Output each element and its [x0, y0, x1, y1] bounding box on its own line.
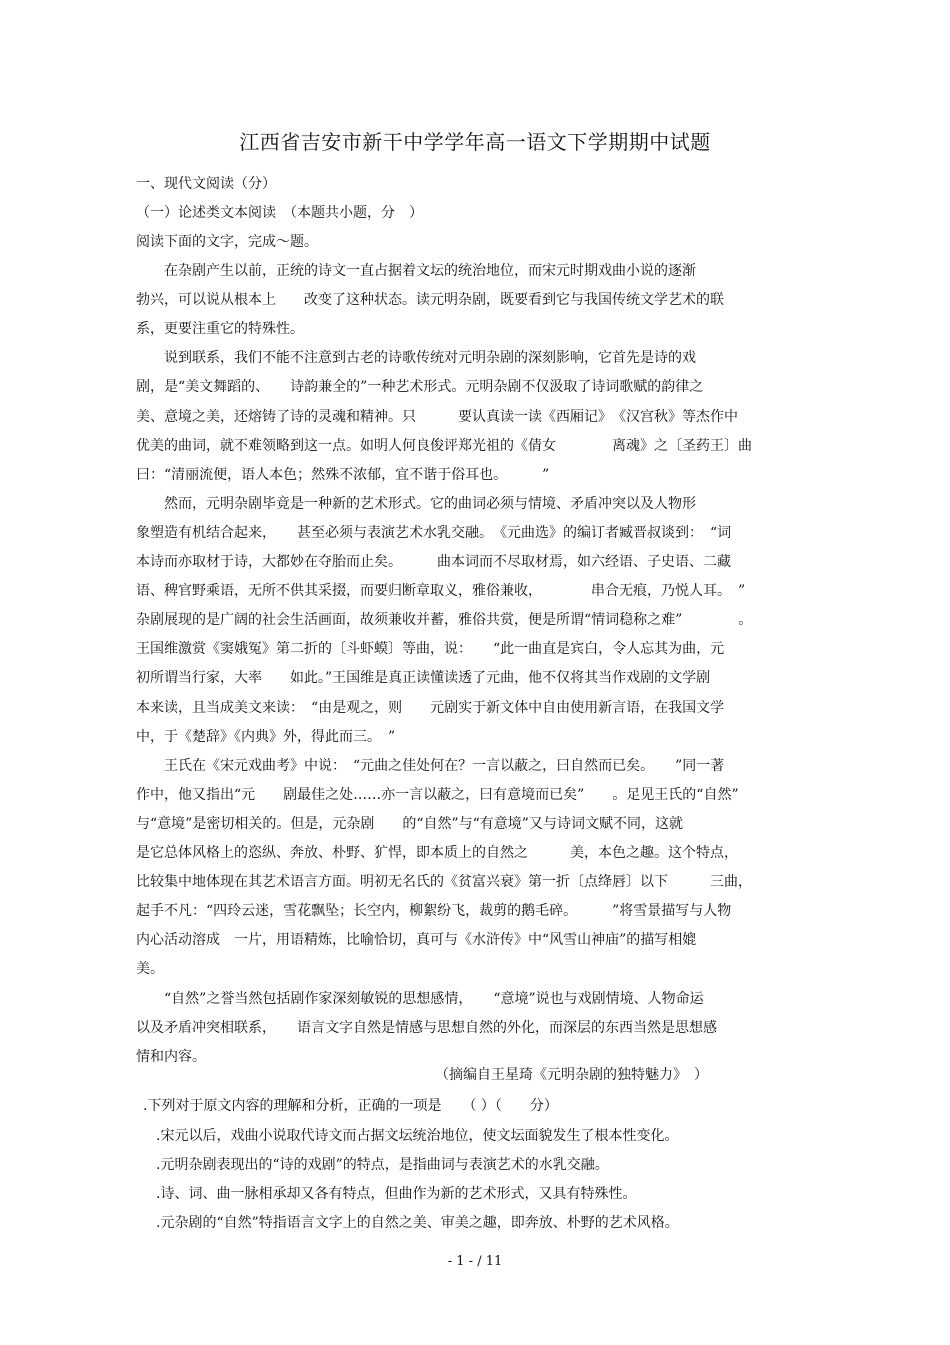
- subsection-heading: （一）论述类文本阅读 （本题共小题，分 ）: [136, 205, 423, 221]
- passage-line: 剧，是“美文舞蹈的、 诗韵兼全的”一种艺术形式。元明杂剧不仅汲取了诗词歌赋的韵律之: [136, 379, 704, 395]
- passage-line: 初所谓当行家，大率 如此。”王国维是真正读懂读透了元曲，他不仅将其当作戏剧的文学剧: [136, 670, 711, 686]
- passage-line: 杂剧展现的是广阔的社会生活画面，故须兼收并蓄，雅俗共赏，便是所谓“情词稳称之难” 。: [136, 612, 753, 628]
- document-title: 江西省吉安市新干中学学年高一语文下学期期中试题: [239, 130, 711, 154]
- passage-line: 美、意境之美，还熔铸了诗的灵魂和精神。只 要认真读一读《西厢记》 《汉宫秋》等杰作中: [136, 409, 738, 425]
- passage-line: 与“意境”是密切相关的。但是，元杂剧 的“自然”与“有意境”又与诗词文赋不同，这就: [136, 816, 683, 832]
- passage-line: 情和内容。: [136, 1049, 206, 1065]
- passage-line: 起手不凡：“四玲云迷，雪花飘坠；长空内，柳絮纷飞，裁剪的鹅毛碎。 ”将雪景描写与人物: [136, 903, 732, 919]
- option-b: .元明杂剧表现出的“诗的戏剧”的特点，是指曲词与表演艺术的水乳交融。: [156, 1157, 609, 1173]
- passage-line: 以及矛盾冲突相联系， 语言文字自然是情感与思想自然的外化，而深层的东西当然是思想感: [136, 1020, 717, 1036]
- passage-line: 在杂剧产生以前，正统的诗文一直占据着文坛的统治地位，而宋元时期戏曲小说的逐渐: [136, 263, 696, 279]
- passage-line: 本来读，且当成美文来读： “由是观之，则 元剧实于新文体中自由使用新言语，在我国文学: [136, 700, 725, 716]
- passage-line: 比较集中地体现在其艺术语言方面。明初无名氏的《贫富兴衰》第一折〔点绛唇〕以下 三曲，: [136, 874, 752, 890]
- instruction-text: 阅读下面的文字，完成～题。: [136, 234, 318, 250]
- question-stem: .下列对于原文内容的理解和分析，正确的一项是 （ ）（ 分）: [143, 1098, 558, 1114]
- passage-line: 王国维激赏《窦娥冤》第二折的〔斗虾蟆〕等曲，说： “此一曲直是宾白，令人忘其为曲，元: [136, 641, 725, 657]
- passage-line: 系，更要注重它的特殊性。: [136, 321, 304, 337]
- passage-line: 然而，元明杂剧毕竟是一种新的艺术形式。它的曲词必须与情境、矛盾冲突以及人物形: [136, 496, 696, 512]
- section-heading: 一、现代文阅读（分）: [136, 176, 276, 192]
- source-citation: （摘编自王星琦《元明杂剧的独特魅力》 ）: [435, 1067, 708, 1083]
- passage-line: 中，于《楚辞》《内典》外，得此而三。 ”: [136, 729, 396, 745]
- passage-line: 曰：“清丽流便，语人本色；然殊不浓郁，宜不谐于俗耳也。 ”: [136, 467, 550, 483]
- page-number: - 1 - / 11: [447, 1254, 503, 1269]
- passage-line: 象塑造有机结合起来， 甚至必须与表演艺术水乳交融。 《元曲选》的编订者臧晋叔谈到： “词: [136, 525, 732, 541]
- passage-line: 本诗而亦取材于诗，大都妙在夺胎而止矣。 曲本词而不尽取材焉，如六经语、子史语、二藏: [136, 554, 731, 570]
- passage-line: 优美的曲词，就不难领略到这一点。如明人何良俊评郑光祖的《倩女 离魂》之〔圣药王〕曲: [136, 438, 752, 454]
- passage-line: “自然”之誉当然包括剧作家深刻敏锐的思想感情， “意境”说也与戏剧情境、人物命运: [136, 991, 704, 1007]
- passage-line: 语、稗官野乘语，无所不供其采掇，而要归断章取义，雅俗兼收， 串合无痕，乃悦人耳。 ”: [136, 583, 746, 599]
- passage-line: 勃兴，可以说从根本上 改变了这种状态。读元明杂剧，既要看到它与我国传统文学艺术的联: [136, 292, 724, 308]
- option-d: .元杂剧的“自然”特指语言文字上的自然之美、审美之趣，即奔放、朴野的艺术风格。: [156, 1215, 679, 1231]
- passage-line: 内心活动溶成 一片，用语精炼，比喻恰切，真可与《水浒传》中“风雪山神庙”的描写相媲: [136, 932, 697, 948]
- passage-line: 作中，他又指出“元 剧最佳之处……亦一言以蔽之，曰有意境而已矣” 。足见王氏的“自然”: [136, 787, 739, 803]
- passage-line: 说到联系，我们不能不注意到古老的诗歌传统对元明杂剧的深刻影响，它首先是诗的戏: [136, 350, 696, 366]
- passage-line: 王氏在《宋元戏曲考》中说： “元曲之佳处何在？一言以蔽之，曰自然而已矣。 ”同一著: [136, 758, 725, 774]
- passage-line: 是它总体风格上的恣纵、奔放、朴野、犷悍，即本质上的自然之 美，本色之趣。这个特点，: [136, 845, 738, 861]
- option-a: .宋元以后，戏曲小说取代诗文而占据文坛统治地位，使文坛面貌发生了根本性变化。: [156, 1128, 679, 1144]
- option-c: .诗、词、曲一脉相承却又各有特点，但曲作为新的艺术形式，又具有特殊性。: [156, 1186, 637, 1202]
- passage-line: 美。: [136, 961, 164, 977]
